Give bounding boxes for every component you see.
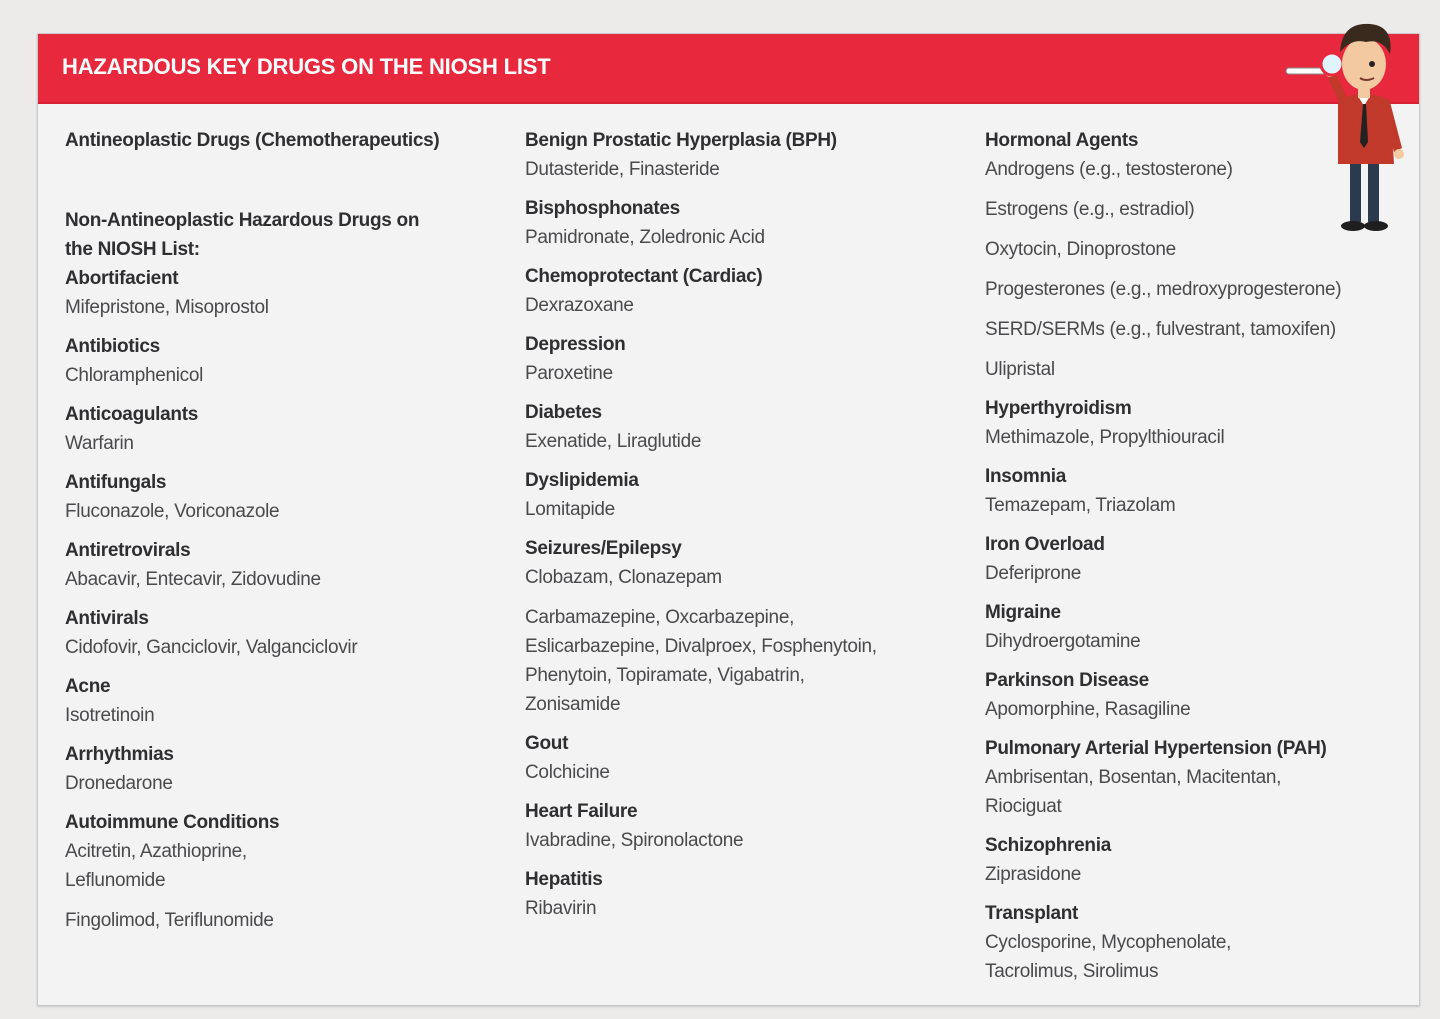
- group-drugs-line2: Leflunomide: [65, 870, 166, 891]
- group-heading: Schizophrenia: [985, 835, 1111, 856]
- group-heading: Parkinson Disease: [985, 670, 1149, 691]
- group-drugs: Dexrazoxane: [525, 295, 634, 316]
- group-drugs: Abacavir, Entecavir, Zidovudine: [65, 569, 321, 590]
- drug-group: [525, 729, 965, 787]
- group-drugs: Apomorphine, Rasagiline: [985, 699, 1191, 720]
- drug-group: [985, 831, 1415, 889]
- group-heading: Acne: [65, 676, 111, 697]
- drug-group: [525, 194, 965, 252]
- group-drugs-line: Oxytocin, Dinoprostone: [985, 239, 1176, 260]
- column-2: [525, 126, 965, 933]
- drug-group: [65, 740, 505, 798]
- drug-group: [65, 264, 505, 322]
- group-heading: Antiretrovirals: [65, 540, 191, 561]
- group-drugs-line1: Acitretin, Azathioprine,: [65, 841, 247, 862]
- group-heading: Anticoagulants: [65, 404, 199, 425]
- group-drugs: Isotretinoin: [65, 705, 155, 726]
- group-drugs-extra-line2: Eslicarbazepine, Divalproex, Fosphenytoin,: [525, 636, 877, 657]
- drug-group: [525, 126, 965, 184]
- group-drugs: Ribavirin: [525, 898, 597, 919]
- group-heading: Hyperthyroidism: [985, 398, 1132, 419]
- drug-group: [525, 398, 965, 456]
- group-drugs: Ziprasidone: [985, 864, 1081, 885]
- group-drugs: Dutasteride, Finasteride: [525, 159, 720, 180]
- group-drugs-line1: Cyclosporine, Mycophenolate,: [985, 932, 1232, 953]
- drug-group: [525, 865, 965, 923]
- group-drugs: Colchicine: [525, 762, 610, 783]
- group-drugs-extra: Fingolimod, Teriflunomide: [65, 910, 274, 931]
- drug-group: [985, 462, 1415, 520]
- group-drugs-extra-line3: Phenytoin, Topiramate, Vigabatrin,: [525, 665, 805, 686]
- drug-group: [65, 468, 505, 526]
- group-drugs-line: Progesterones (e.g., medroxyprogesterone): [985, 279, 1342, 300]
- drug-group: [525, 797, 965, 855]
- drug-group: [525, 466, 965, 524]
- group-drugs-line: Androgens (e.g., testosterone): [985, 159, 1233, 180]
- column-3: [985, 126, 1415, 996]
- drug-group: [985, 598, 1415, 656]
- group-drugs: Deferiprone: [985, 563, 1081, 584]
- group-heading: Antivirals: [65, 608, 149, 629]
- group-drugs: Clobazam, Clonazepam: [525, 567, 722, 588]
- drug-group: [985, 734, 1415, 821]
- group-heading: Seizures/Epilepsy: [525, 538, 682, 559]
- card-header: [38, 34, 1419, 104]
- drug-group: [985, 394, 1415, 452]
- group-drugs: Temazepam, Triazolam: [985, 495, 1176, 516]
- group-drugs: Warfarin: [65, 433, 134, 454]
- group-drugs: Dihydroergotamine: [985, 631, 1141, 652]
- group-heading: Dyslipidemia: [525, 470, 639, 491]
- card-title: HAZARDOUS KEY DRUGS ON THE NIOSH LIST: [62, 54, 551, 79]
- group-heading: Antifungals: [65, 472, 167, 493]
- group-drugs: Chloramphenicol: [65, 365, 204, 386]
- group-heading: Benign Prostatic Hyperplasia (BPH): [525, 130, 837, 151]
- antineoplastic-heading: Antineoplastic Drugs (Chemotherapeutics): [65, 130, 440, 151]
- group-heading: Insomnia: [985, 466, 1067, 487]
- group-drugs: Pamidronate, Zoledronic Acid: [525, 227, 765, 248]
- group-heading: Transplant: [985, 903, 1079, 924]
- group-heading: Iron Overload: [985, 534, 1105, 555]
- drug-group: [65, 400, 505, 458]
- group-heading: Abortifacient: [65, 268, 179, 289]
- group-heading: Migraine: [985, 602, 1061, 623]
- group-heading: Heart Failure: [525, 801, 638, 822]
- group-heading: Hormonal Agents: [985, 130, 1139, 151]
- group-drugs: Exenatide, Liraglutide: [525, 431, 702, 452]
- group-drugs: Lomitapide: [525, 499, 615, 520]
- group-heading: Gout: [525, 733, 569, 754]
- group-heading: Antibiotics: [65, 336, 160, 357]
- group-drugs-line: Ulipristal: [985, 359, 1055, 380]
- group-drugs-line2: Riociguat: [985, 796, 1062, 817]
- cartoon-man-with-magnifier-icon: [1278, 8, 1418, 240]
- group-drugs: Ivabradine, Spironolactone: [525, 830, 744, 851]
- group-drugs: Paroxetine: [525, 363, 613, 384]
- drug-group: [985, 666, 1415, 724]
- group-drugs-line1: Ambrisentan, Bosentan, Macitentan,: [985, 767, 1282, 788]
- group-heading: Depression: [525, 334, 626, 355]
- group-drugs-line2: Tacrolimus, Sirolimus: [985, 961, 1159, 982]
- drug-group: [525, 330, 965, 388]
- drug-group: [65, 808, 505, 935]
- group-heading: Chemoprotectant (Cardiac): [525, 266, 763, 287]
- group-heading: Pulmonary Arterial Hypertension (PAH): [985, 738, 1327, 759]
- non-antineoplastic-heading-line1: Non-Antineoplastic Hazardous Drugs on: [65, 210, 420, 231]
- non-antineoplastic-heading-line2: the NIOSH List:: [65, 239, 200, 260]
- drug-group: [65, 332, 505, 390]
- column-1: [65, 126, 505, 945]
- drug-group: [525, 262, 965, 320]
- group-heading: Arrhythmias: [65, 744, 174, 765]
- group-drugs: Cidofovir, Ganciclovir, Valganciclovir: [65, 637, 358, 658]
- drug-group: [65, 536, 505, 594]
- group-drugs: Mifepristone, Misoprostol: [65, 297, 269, 318]
- group-heading: Bisphosphonates: [525, 198, 680, 219]
- group-drugs-line: SERD/SERMs (e.g., fulvestrant, tamoxifen): [985, 319, 1336, 340]
- group-heading: Hepatitis: [525, 869, 603, 890]
- drug-group: [985, 899, 1415, 986]
- group-drugs-extra-line1: Carbamazepine, Oxcarbazepine,: [525, 607, 795, 628]
- group-drugs-extra-line4: Zonisamide: [525, 694, 621, 715]
- drug-group: [65, 604, 505, 662]
- group-drugs: Fluconazole, Voriconazole: [65, 501, 280, 522]
- group-heading: Autoimmune Conditions: [65, 812, 280, 833]
- group-drugs-line: Estrogens (e.g., estradiol): [985, 199, 1195, 220]
- drug-group: [525, 534, 965, 719]
- drug-list-card: [37, 33, 1420, 1006]
- group-heading: Diabetes: [525, 402, 602, 423]
- drug-group: [65, 672, 505, 730]
- group-drugs: Methimazole, Propylthiouracil: [985, 427, 1225, 448]
- group-drugs: Dronedarone: [65, 773, 173, 794]
- drug-group: [985, 530, 1415, 588]
